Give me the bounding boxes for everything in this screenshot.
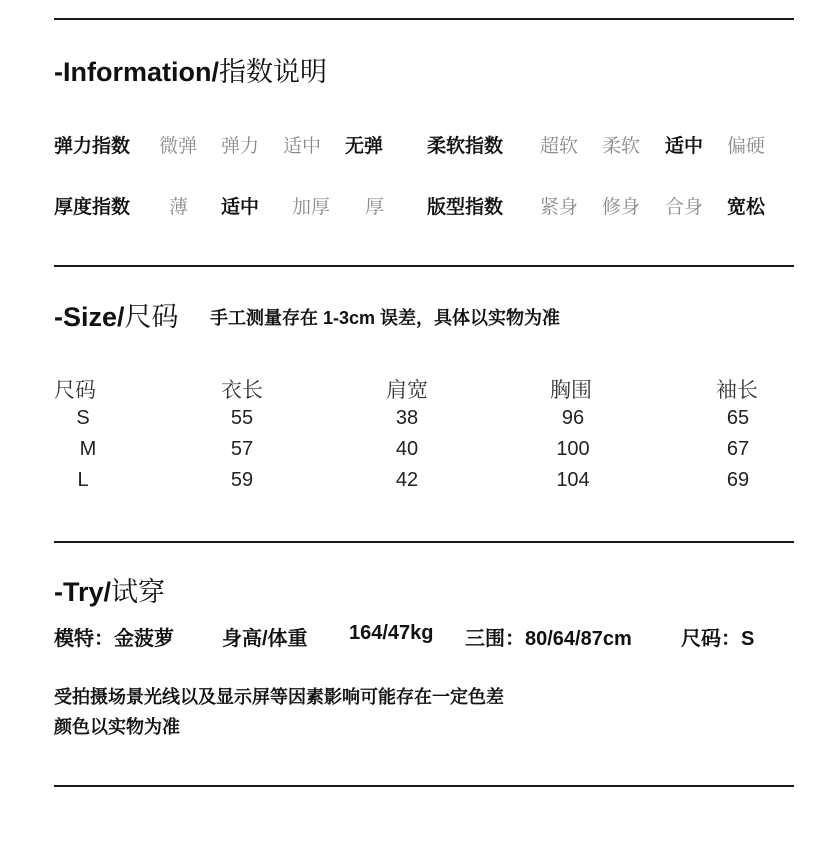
divider-top: [54, 18, 794, 20]
table-header-shoulder: 肩宽: [386, 379, 428, 402]
table-cell: L: [77, 469, 89, 491]
table-cell: 67: [726, 438, 750, 460]
index-label-fit: 版型指数: [427, 197, 504, 218]
index-option: 厚: [365, 197, 385, 218]
index-option: 紧身: [540, 197, 579, 218]
model-name: 模特：金菠萝: [54, 628, 174, 650]
color-note-line2: 颜色以实物为准: [54, 717, 180, 737]
table-cell: 40: [395, 438, 419, 460]
height-weight-value: 164/47kg: [349, 622, 434, 644]
size-note: 手工测量存在 1-3cm 误差，具体以实物为准: [210, 308, 561, 328]
table-cell: 96: [561, 407, 585, 429]
table-cell: 65: [726, 407, 750, 429]
index-option-selected: 宽松: [727, 197, 766, 218]
index-option: 适中: [283, 136, 322, 157]
divider-after-size: [54, 541, 794, 543]
index-option: 弹力: [221, 136, 260, 157]
try-title-cn: 试穿: [111, 577, 166, 607]
try-title-en: -Try/: [54, 577, 112, 607]
table-cell: 57: [230, 438, 254, 460]
index-label-thickness: 厚度指数: [54, 197, 131, 218]
table-cell: M: [79, 438, 97, 460]
table-cell: S: [76, 407, 90, 429]
divider-after-info: [54, 265, 794, 267]
index-option-selected: 适中: [665, 136, 704, 157]
index-option: 薄: [169, 197, 189, 218]
index-label-elasticity: 弹力指数: [54, 136, 131, 157]
index-option: 微弹: [159, 136, 198, 157]
try-title: [54, 570, 165, 609]
info-title: [54, 50, 327, 89]
size-title-cn: 尺码: [124, 302, 179, 332]
table-cell: 59: [230, 469, 254, 491]
table-cell: 100: [556, 438, 590, 460]
model-size: 尺码：S: [681, 628, 755, 650]
size-title-en: -Size/: [54, 302, 125, 332]
table-cell: 104: [556, 469, 590, 491]
table-cell: 42: [395, 469, 419, 491]
index-option: 合身: [665, 197, 704, 218]
index-option: 超软: [540, 136, 579, 157]
table-header-sleeve: 袖长: [716, 379, 758, 402]
height-weight-label: 身高/体重: [222, 628, 308, 650]
index-option: 柔软: [602, 136, 641, 157]
table-header-size: 尺码: [54, 379, 96, 402]
index-label-softness: 柔软指数: [427, 136, 504, 157]
divider-bottom: [54, 785, 794, 787]
table-header-length: 衣长: [221, 379, 263, 402]
measurements: 三围：80/64/87cm: [465, 628, 632, 650]
info-title-cn: 指数说明: [218, 57, 327, 87]
index-option: 偏硬: [727, 136, 766, 157]
table-header-chest: 胸围: [550, 379, 592, 402]
index-option: 加厚: [292, 197, 331, 218]
table-cell: 55: [230, 407, 254, 429]
table-cell: 38: [395, 407, 419, 429]
index-option-selected: 适中: [221, 197, 260, 218]
color-note-line1: 受拍摄场景光线以及显示屏等因素影响可能存在一定色差: [54, 687, 504, 707]
index-option: 修身: [602, 197, 641, 218]
size-title: [54, 295, 179, 334]
index-option-selected: 无弹: [345, 136, 384, 157]
table-cell: 69: [726, 469, 750, 491]
info-title-en: -Information/: [54, 57, 219, 87]
